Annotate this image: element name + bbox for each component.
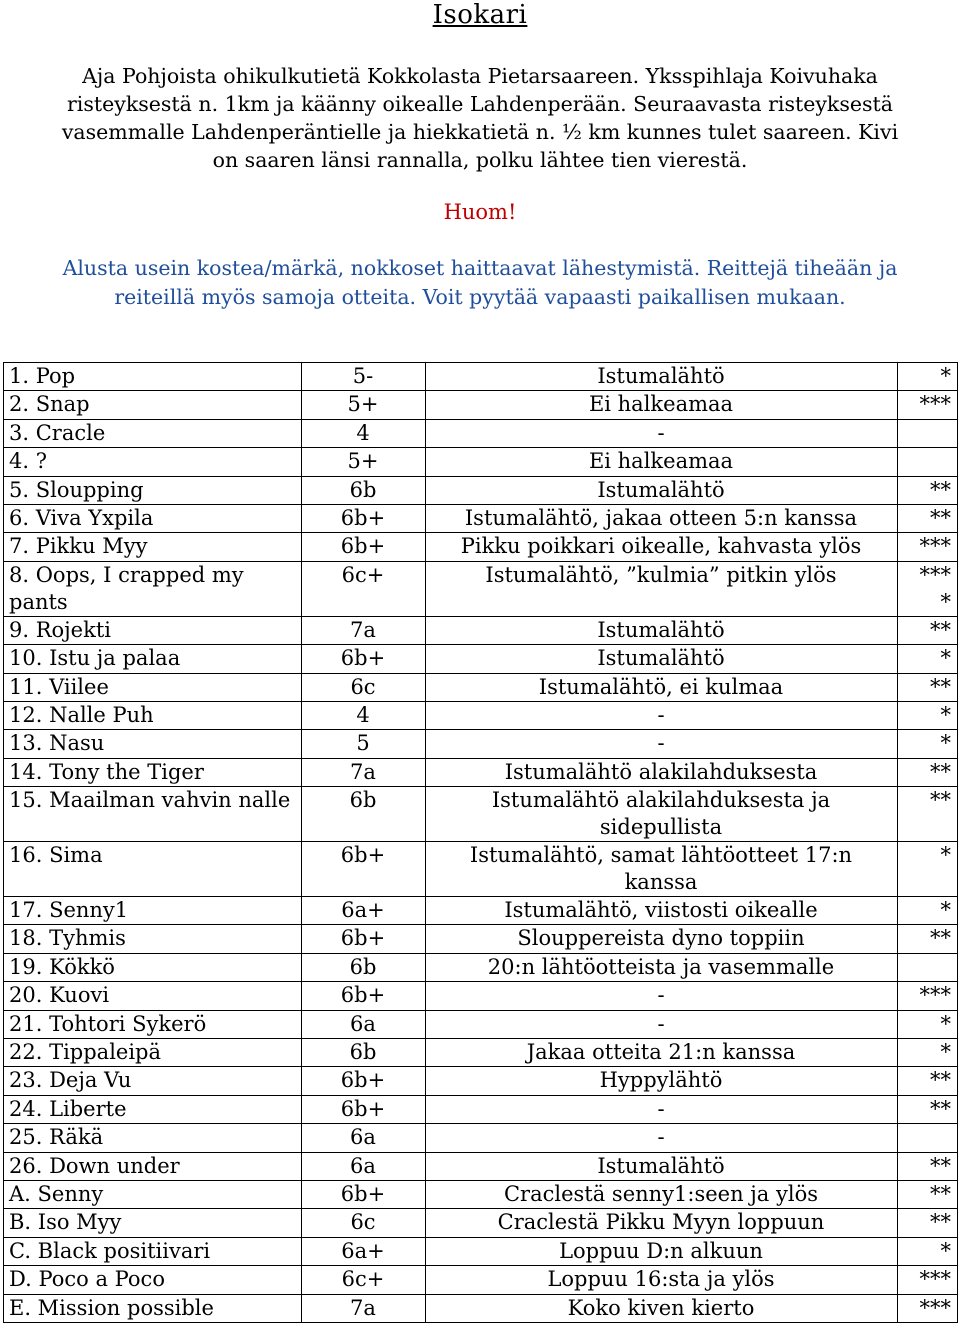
route-stars-cell: ***: [898, 533, 958, 561]
route-note-cell: Istumalähtö, ei kulmaa: [426, 673, 898, 701]
route-name-cell: 20. Kuovi: [4, 982, 302, 1010]
table-row: [4, 363, 958, 391]
route-stars-cell: *: [898, 1237, 958, 1265]
route-name-cell: 8. Oops, I crapped my pants: [4, 561, 302, 616]
route-grade-cell: 6b: [302, 787, 426, 842]
route-note-cell: Istumalähtö: [426, 1152, 898, 1180]
route-stars-cell: **: [898, 476, 958, 504]
route-note-cell: Jakaa otteita 21:n kanssa: [426, 1039, 898, 1067]
route-name-cell: 18. Tyhmis: [4, 925, 302, 953]
route-name-cell: 22. Tippaleipä: [4, 1039, 302, 1067]
route-name-cell: 2. Snap: [4, 391, 302, 419]
route-note-cell: Istumalähtö: [426, 363, 898, 391]
route-grade-cell: 5-: [302, 363, 426, 391]
route-note-cell: Loppuu D:n alkuun: [426, 1237, 898, 1265]
route-note-cell: Loppuu 16:sta ja ylös: [426, 1266, 898, 1294]
table-row: [4, 391, 958, 419]
route-note-cell: -: [426, 1124, 898, 1152]
route-note-cell: Istumalähtö: [426, 645, 898, 673]
route-grade-cell: 6c+: [302, 1266, 426, 1294]
route-name-cell: A. Senny: [4, 1180, 302, 1208]
route-grade-cell: 6b+: [302, 504, 426, 532]
route-name-cell: 6. Viva Yxpila: [4, 504, 302, 532]
table-row: [4, 1010, 958, 1038]
route-note-cell: Istumalähtö, jakaa otteen 5:n kanssa: [426, 504, 898, 532]
route-name-cell: 17. Senny1: [4, 897, 302, 925]
route-name-cell: 7. Pikku Myy: [4, 533, 302, 561]
route-stars-cell: [898, 953, 958, 981]
route-grade-cell: 6b: [302, 953, 426, 981]
route-name-cell: D. Poco a Poco: [4, 1266, 302, 1294]
route-note-cell: -: [426, 982, 898, 1010]
route-stars-cell: **: [898, 925, 958, 953]
route-name-cell: 11. Viilee: [4, 673, 302, 701]
table-row: [4, 953, 958, 981]
directions-line: on saaren länsi rannalla, polku lähtee tien vierestä.: [212, 148, 748, 172]
route-name-cell: 21. Tohtori Sykerö: [4, 1010, 302, 1038]
table-row: [4, 1067, 958, 1095]
table-row: [4, 561, 958, 616]
route-grade-cell: 6b+: [302, 533, 426, 561]
route-note-cell: Hyppylähtö: [426, 1067, 898, 1095]
table-row: [4, 645, 958, 673]
table-row: [4, 1124, 958, 1152]
route-grade-cell: 7a: [302, 758, 426, 786]
route-grade-cell: 6a: [302, 1124, 426, 1152]
table-row: [4, 616, 958, 644]
directions-line: risteyksestä n. 1km ja käänny oikealle Lahdenperään. Seuraavasta risteyksestä: [67, 92, 893, 116]
table-row: [4, 842, 958, 897]
table-row: [4, 925, 958, 953]
route-grade-cell: 6b+: [302, 645, 426, 673]
warning-paragraph: [0, 254, 960, 312]
route-grade-cell: 6a+: [302, 1237, 426, 1265]
route-note-cell: Istumalähtö alakilahduksesta: [426, 758, 898, 786]
route-note-cell: Istumalähtö, viistosti oikealle: [426, 897, 898, 925]
directions-paragraph: [30, 62, 930, 174]
route-note-cell: -: [426, 730, 898, 758]
route-note-cell: -: [426, 701, 898, 729]
table-row: [4, 1237, 958, 1265]
route-grade-cell: 6b+: [302, 982, 426, 1010]
route-stars-cell: **: [898, 1067, 958, 1095]
route-name-cell: 10. Istu ja palaa: [4, 645, 302, 673]
directions-line: vasemmalle Lahdenperäntielle ja hiekkatietä n. ½ km kunnes tulet saareen. Kivi: [61, 120, 899, 144]
table-row: [4, 787, 958, 842]
table-row: [4, 504, 958, 532]
route-note-cell: Koko kiven kierto: [426, 1294, 898, 1322]
route-name-cell: 15. Maailman vahvin nalle: [4, 787, 302, 842]
route-stars-cell: *: [898, 730, 958, 758]
warning-line: reiteillä myös samoja otteita. Voit pyytää vapaasti paikallisen mukaan.: [114, 285, 846, 309]
route-name-cell: 3. Cracle: [4, 419, 302, 447]
route-name-cell: 16. Sima: [4, 842, 302, 897]
table-row: [4, 701, 958, 729]
route-stars-cell: ***: [898, 1266, 958, 1294]
route-grade-cell: 6b: [302, 1039, 426, 1067]
route-note-cell: Istumalähtö alakilahduksesta ja sidepullista: [426, 787, 898, 842]
route-grade-cell: 7a: [302, 1294, 426, 1322]
route-stars-cell: [898, 448, 958, 476]
route-grade-cell: 6c: [302, 673, 426, 701]
route-note-cell: Istumalähtö, ”kulmia” pitkin ylös: [426, 561, 898, 616]
route-stars-cell: [898, 419, 958, 447]
route-stars-cell: *: [898, 363, 958, 391]
warning-line: Alusta usein kostea/märkä, nokkoset haittaavat lähestymistä. Reittejä tiheään ja: [62, 256, 898, 280]
route-stars-cell: *** *: [898, 561, 958, 616]
route-name-cell: E. Mission possible: [4, 1294, 302, 1322]
route-stars-cell: **: [898, 616, 958, 644]
route-grade-cell: 6b+: [302, 1067, 426, 1095]
route-grade-cell: 5+: [302, 391, 426, 419]
route-note-cell: -: [426, 419, 898, 447]
route-note-cell: -: [426, 1010, 898, 1038]
table-row: [4, 1039, 958, 1067]
route-grade-cell: 6b: [302, 476, 426, 504]
route-stars-cell: *: [898, 645, 958, 673]
table-row: [4, 1180, 958, 1208]
table-row: [4, 533, 958, 561]
route-note-cell: Slouppereista dyno toppiin: [426, 925, 898, 953]
route-grade-cell: 6a+: [302, 897, 426, 925]
route-stars-cell: [898, 1124, 958, 1152]
route-grade-cell: 6c+: [302, 561, 426, 616]
table-row: [4, 1152, 958, 1180]
table-row: [4, 1266, 958, 1294]
route-grade-cell: 4: [302, 419, 426, 447]
route-note-cell: 20:n lähtöotteista ja vasemmalle: [426, 953, 898, 981]
route-note-cell: Ei halkeamaa: [426, 391, 898, 419]
route-name-cell: 14. Tony the Tiger: [4, 758, 302, 786]
route-name-cell: 26. Down under: [4, 1152, 302, 1180]
route-stars-cell: ***: [898, 1294, 958, 1322]
routes-table: [3, 362, 958, 1323]
table-row: [4, 476, 958, 504]
route-grade-cell: 6b+: [302, 925, 426, 953]
route-grade-cell: 6c: [302, 1209, 426, 1237]
table-row: [4, 1294, 958, 1322]
routes-table-body: [4, 363, 958, 1323]
route-name-cell: 13. Nasu: [4, 730, 302, 758]
table-row: [4, 730, 958, 758]
table-row: [4, 982, 958, 1010]
route-stars-cell: **: [898, 758, 958, 786]
route-note-cell: Istumalähtö, samat lähtöotteet 17:n kanssa: [426, 842, 898, 897]
route-note-cell: Craclestä senny1:seen ja ylös: [426, 1180, 898, 1208]
route-stars-cell: **: [898, 1095, 958, 1123]
route-name-cell: 12. Nalle Puh: [4, 701, 302, 729]
route-stars-cell: *: [898, 1010, 958, 1038]
route-stars-cell: **: [898, 673, 958, 701]
route-grade-cell: 6b+: [302, 1095, 426, 1123]
table-row: [4, 673, 958, 701]
route-grade-cell: 6a: [302, 1152, 426, 1180]
route-note-cell: -: [426, 1095, 898, 1123]
route-grade-cell: 6a: [302, 1010, 426, 1038]
route-stars-cell: *: [898, 701, 958, 729]
table-row: [4, 1209, 958, 1237]
table-row: [4, 758, 958, 786]
route-name-cell: 9. Rojekti: [4, 616, 302, 644]
route-note-cell: Craclestä Pikku Myyn loppuun: [426, 1209, 898, 1237]
route-stars-cell: *: [898, 842, 958, 897]
route-note-cell: Istumalähtö: [426, 616, 898, 644]
page-title: Isokari: [432, 0, 528, 30]
route-grade-cell: 6b+: [302, 1180, 426, 1208]
route-name-cell: 25. Räkä: [4, 1124, 302, 1152]
route-grade-cell: 6b+: [302, 842, 426, 897]
route-stars-cell: **: [898, 1152, 958, 1180]
route-stars-cell: ***: [898, 982, 958, 1010]
route-note-cell: Pikku poikkari oikealle, kahvasta ylös: [426, 533, 898, 561]
route-stars-cell: **: [898, 1209, 958, 1237]
route-note-cell: Istumalähtö: [426, 476, 898, 504]
route-name-cell: 1. Pop: [4, 363, 302, 391]
route-name-cell: 23. Deja Vu: [4, 1067, 302, 1095]
route-stars-cell: ***: [898, 391, 958, 419]
route-name-cell: 5. Sloupping: [4, 476, 302, 504]
table-row: [4, 897, 958, 925]
route-name-cell: B. Iso Myy: [4, 1209, 302, 1237]
route-grade-cell: 7a: [302, 616, 426, 644]
route-name-cell: C. Black positiivari: [4, 1237, 302, 1265]
route-stars-cell: *: [898, 897, 958, 925]
route-name-cell: 4. ?: [4, 448, 302, 476]
route-name-cell: 24. Liberte: [4, 1095, 302, 1123]
route-name-cell: 19. Kökkö: [4, 953, 302, 981]
table-row: [4, 419, 958, 447]
directions-line: Aja Pohjoista ohikulkutietä Kokkolasta Pietarsaareen. Yksspihlaja Koivuhaka: [82, 64, 878, 88]
route-stars-cell: **: [898, 787, 958, 842]
route-grade-cell: 5: [302, 730, 426, 758]
route-stars-cell: **: [898, 504, 958, 532]
table-row: [4, 1095, 958, 1123]
route-stars-cell: *: [898, 1039, 958, 1067]
route-grade-cell: 5+: [302, 448, 426, 476]
note-heading: Huom!: [443, 200, 517, 224]
route-stars-cell: **: [898, 1180, 958, 1208]
table-row: [4, 448, 958, 476]
route-grade-cell: 4: [302, 701, 426, 729]
route-note-cell: Ei halkeamaa: [426, 448, 898, 476]
